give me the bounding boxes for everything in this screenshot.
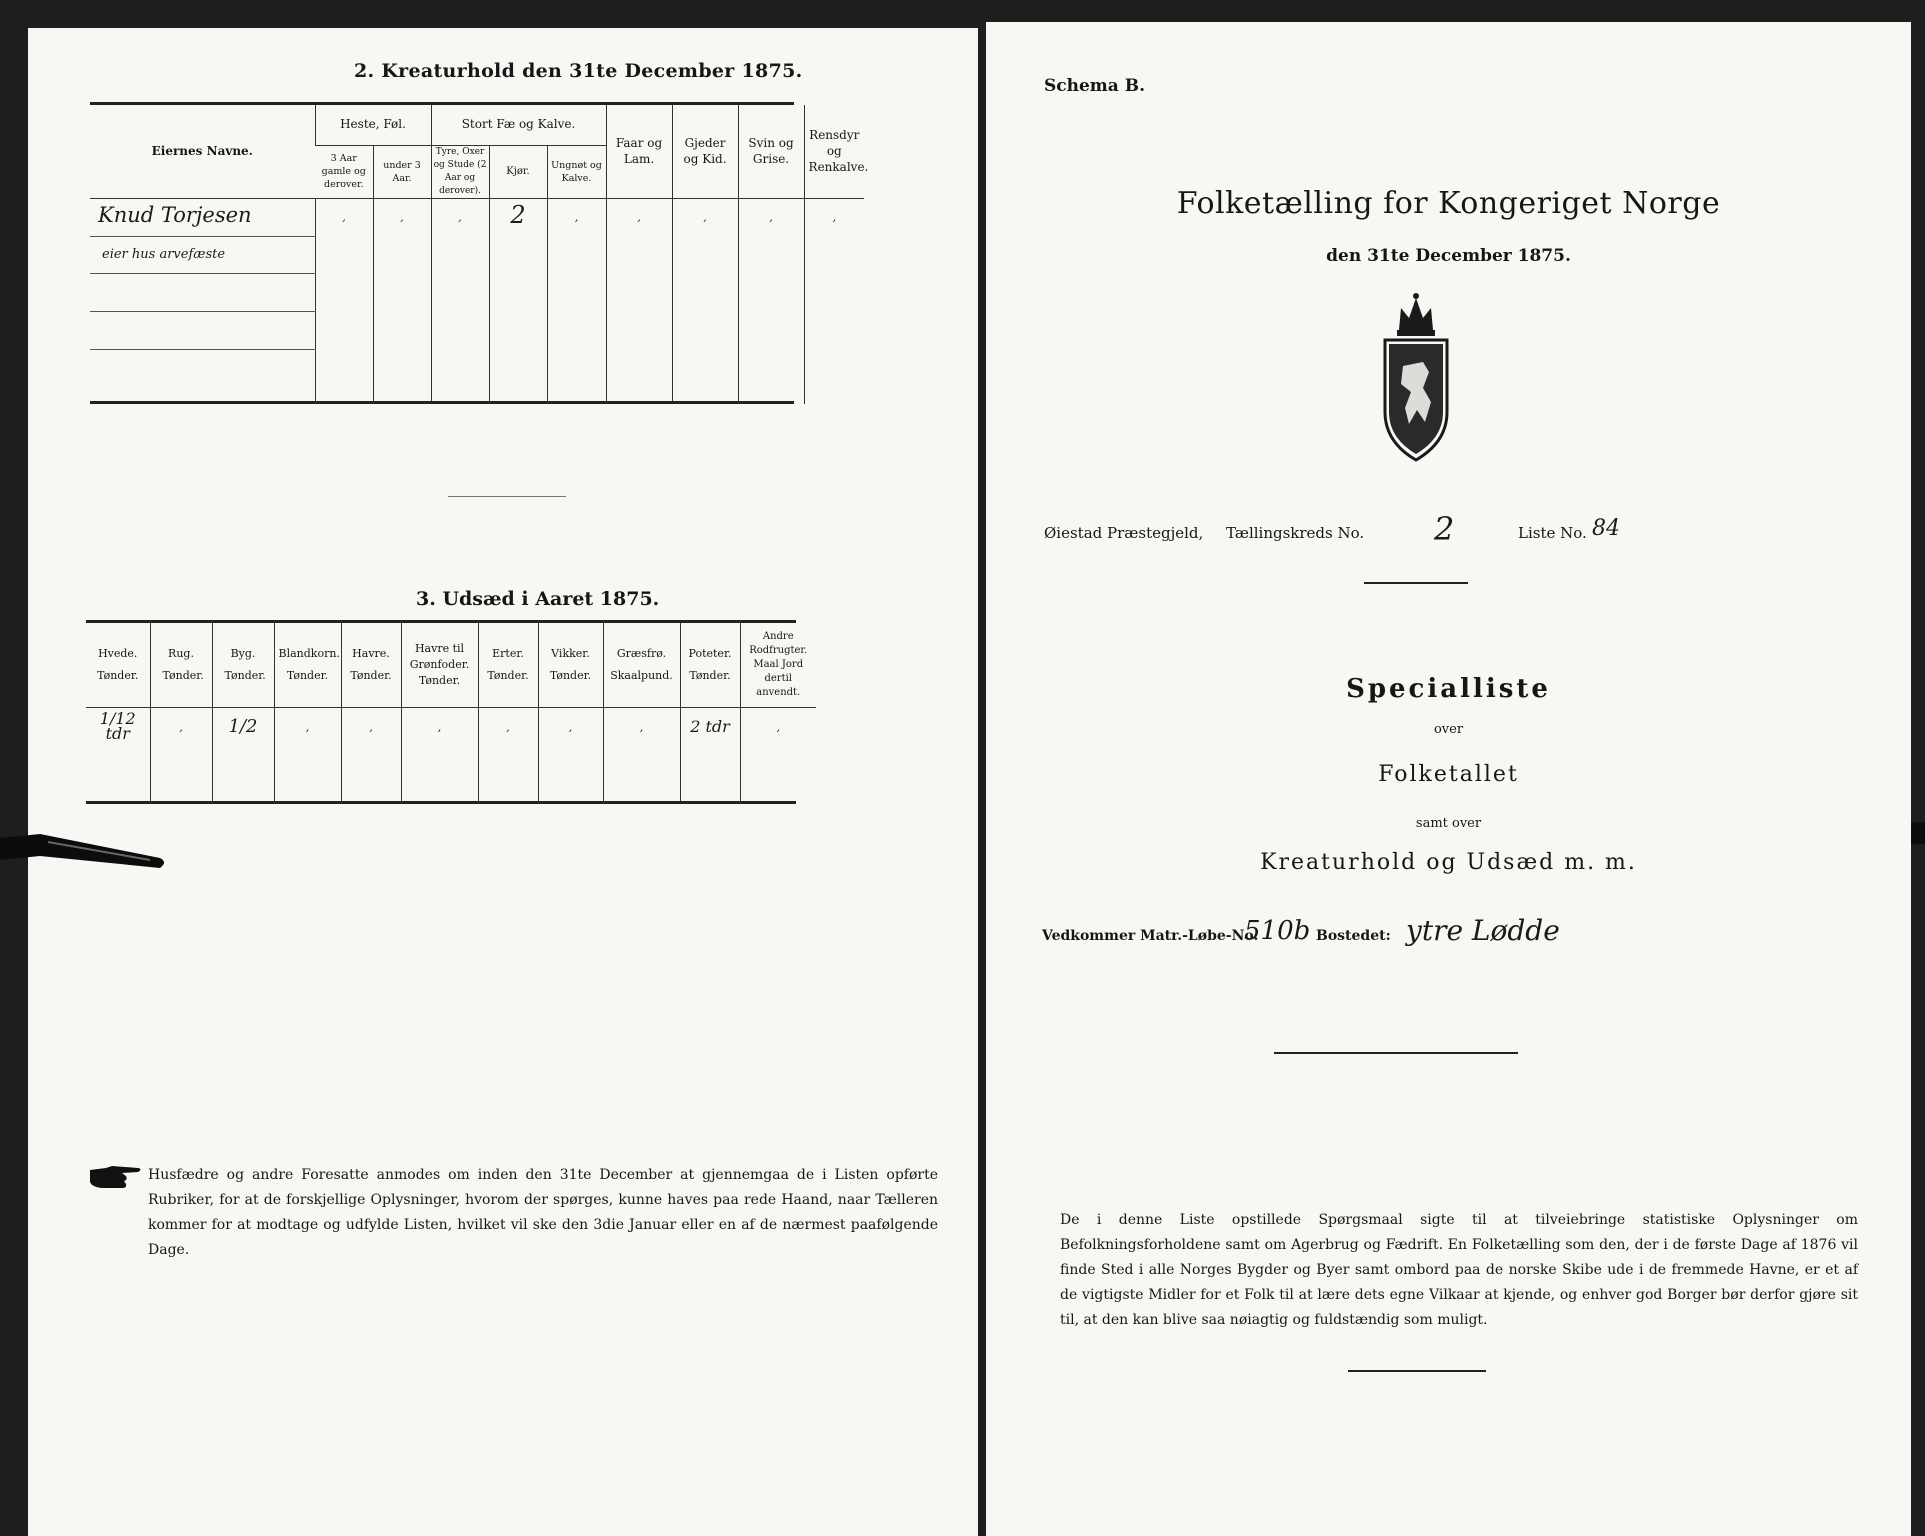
col-header-sheep: Faar og Lam.: [615, 136, 663, 167]
col-header-calves: Ungnøt og Kalve.: [551, 159, 602, 184]
col-header-peas: Erter. Tønder.: [487, 646, 529, 682]
col-header-mixed-grain: Blandkorn. Tønder.: [278, 646, 340, 682]
col-header-cows: Kjør.: [506, 166, 530, 177]
horses-group-header: Heste, Føl.: [340, 117, 406, 132]
value-cell: 2: [510, 200, 526, 229]
value-cell: ,: [574, 210, 579, 224]
specialliste-heading: Specialliste: [1346, 674, 1551, 704]
owner-note: eier hus arvefæste: [102, 247, 226, 262]
info-paragraph: De i denne Liste opstillede Spørgsmaal sigte til at tilveiebringe statistiske Oplysninger om Befolkningsforholdene samt om Agerbrug og Fædrift. En Folketælling som den, der i de første Dage af 1876 vil finde Sted i alle Norges Bygder og Byer samt ombord paa de norske Skibe ude i de fremmede Havne, er et af de vigtigste Midler for et Folk til at lære dets egne Vilkaar at kjende, og enhver god Borger bør derfor gjøre sit til, at den kan blive saa nøiagtig og fuldstændig som muligt.: [1060, 1212, 1858, 1328]
table-row: [90, 273, 864, 311]
col-header-potatoes: Poteter. Tønder.: [688, 646, 732, 682]
short-rule-1: [1364, 582, 1468, 584]
short-rule-3: [1348, 1370, 1486, 1372]
value-cell: 1/12 tdr: [99, 709, 136, 744]
form-date: den 31te December 1875.: [1326, 246, 1571, 266]
value-cell: ,: [639, 720, 644, 734]
parish-label: Øiestad Præstegjeld,: [1044, 524, 1204, 542]
value-cell: 2 tdr: [690, 716, 730, 736]
separator-dash: [448, 496, 566, 497]
table-row: [90, 311, 864, 349]
col-header-reindeer: Rensdyr og Renkalve.: [808, 128, 869, 175]
table-row: [90, 349, 864, 404]
sowing-table: [86, 623, 816, 801]
table-row: [90, 236, 864, 273]
value-cell: ,: [305, 720, 310, 734]
binder-clip-left: [0, 820, 170, 880]
schema-label: Schema B.: [1044, 76, 1146, 96]
kreaturhold-label: Kreaturhold og Udsæd m. m.: [1260, 850, 1637, 875]
col-header-grass-seed: Græsfrø. Skaalpund.: [610, 646, 673, 682]
value-cell: ,: [369, 720, 373, 734]
cattle-group-header: Stort Fæ og Kalve.: [461, 117, 576, 132]
value-cell: ,: [568, 720, 573, 734]
pointing-hand-icon: [88, 1164, 144, 1190]
value-cell: ,: [703, 210, 707, 224]
section3-title: 3. Udsæd i Aaret 1875.: [416, 588, 660, 610]
col-header-green-oats: Havre til Grønfoder. Tønder.: [409, 641, 470, 687]
district-label: Tællingskreds No.: [1226, 524, 1365, 542]
folketallet-label: Folketallet: [1378, 762, 1519, 787]
col-header-horses-3y: 3 Aar gamle og derover.: [321, 153, 366, 190]
short-rule-2: [1274, 1052, 1518, 1054]
district-number: 2: [1434, 510, 1455, 548]
value-cell: 1/2: [228, 715, 258, 737]
section2-title: 2. Kreaturhold den 31te December 1875.: [354, 60, 803, 82]
owner-name: Knud Torjesen: [98, 203, 252, 227]
value-cell: ,: [776, 720, 780, 734]
value-cell: ,: [400, 210, 404, 224]
col-header-goats: Gjeder og Kid.: [683, 136, 727, 167]
coat-of-arms-icon: [1379, 292, 1453, 468]
value-cell: ,: [769, 210, 773, 224]
list-label: Liste No.: [1518, 524, 1587, 542]
value-cell: ,: [506, 720, 510, 734]
col-header-root-crops: Andre Rodfrugter. Maal Jord dertil anvendt.: [749, 630, 808, 698]
col-header-rye: Rug. Tønder.: [162, 646, 204, 682]
value-cell: ,: [637, 210, 641, 224]
col-header-pigs: Svin og Grise.: [748, 136, 794, 167]
list-number: 84: [1592, 516, 1620, 541]
value-cell: ,: [437, 720, 442, 734]
footnote-text: Husfædre og andre Foresatte anmodes om inden den 31te December at gjennemgaa de i Listen opførte Rubriker, for at de forskjellige Oplysninger, hvorom der spørges, kunne haves paa rede Haand, naar Tælleren kommer for at modtage og udfylde Listen, hvilket vil ske den 3die Januar eller en af de nærmest paafølgende Dage.: [148, 1167, 938, 1258]
col-header-bulls: Tyre, Oxer og Stude (2 Aar og derover).: [433, 146, 487, 196]
col-header-horses-under3: under 3 Aar.: [383, 159, 421, 184]
value-cell: ,: [458, 210, 462, 224]
value-cell: ,: [179, 720, 183, 734]
matr-label: Vedkommer Matr.-Løbe-No.: [1042, 928, 1259, 944]
samt-over-label: samt over: [1415, 816, 1482, 831]
matr-value: 510b: [1244, 916, 1311, 946]
section3-bottom-rule: [86, 801, 796, 804]
table-row: [86, 707, 816, 747]
table-row: [90, 198, 864, 236]
owner-header: Eiernes Navne.: [151, 143, 253, 158]
col-header-wheat: Hvede. Tønder.: [97, 646, 139, 682]
bosted-value: ytre Lødde: [1406, 914, 1560, 947]
col-header-vetch: Vikker. Tønder.: [549, 646, 592, 682]
section2-bottom-rule: [90, 401, 794, 404]
value-cell: ,: [342, 210, 346, 224]
value-cell: ,: [832, 210, 837, 224]
over-label: over: [1433, 722, 1464, 737]
col-header-barley: Byg. Tønder.: [224, 646, 266, 682]
left-page: [28, 28, 978, 1536]
form-title: Folketælling for Kongeriget Norge: [1176, 186, 1721, 221]
col-header-oats: Havre. Tønder.: [350, 646, 392, 682]
livestock-table: [90, 105, 869, 404]
bosted-label: Bostedet:: [1316, 928, 1391, 944]
right-page: [986, 22, 1911, 1536]
